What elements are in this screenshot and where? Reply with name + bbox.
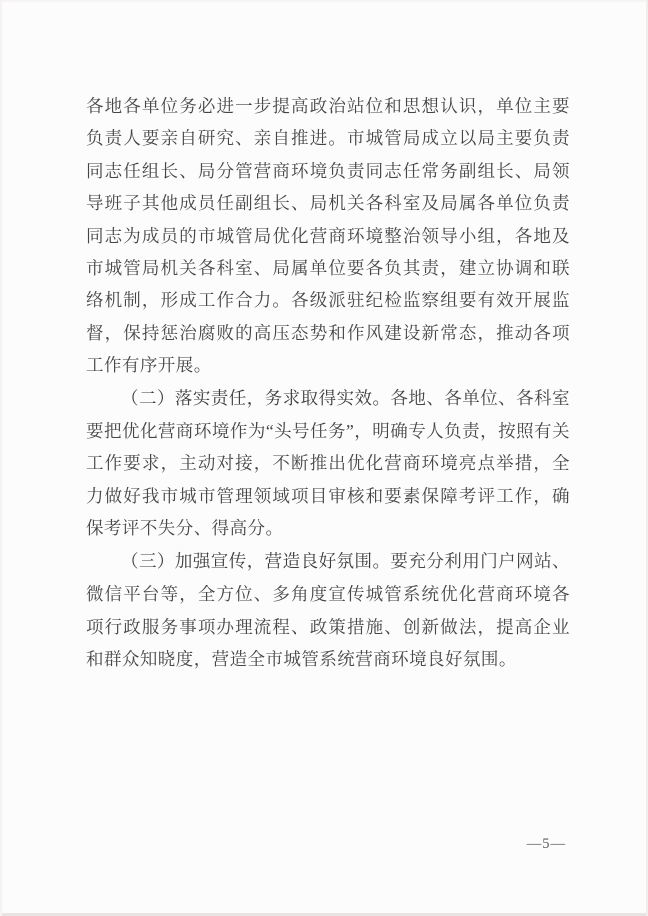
- paragraph: [86, 382, 570, 545]
- paragraph: [86, 90, 570, 382]
- paragraph-text: 各地、各单位、各科室要把优化营商环境作为“头号任务”，明确专人负责，按照有关工作要求，主动对接，不断推出优化营商环境亮点举措，全力做好我市城市管理领域项目审核和要素保障考评工作，确保考评不失分、得高分。: [86, 387, 570, 539]
- document-body: [86, 90, 570, 675]
- page-number: —5—: [526, 836, 566, 852]
- paragraph-text: 要充分利用门户网站、微信平台等，全方位、多角度宣传城管系统优化营商环境各项行政服务事项办理流程、政策措施、创新做法，提高企业和群众知晓度，营造全市城管系统营商环境良好氛围。: [86, 550, 570, 669]
- paragraph-heading: （三）加强宣传，营造良好氛围。: [121, 551, 391, 572]
- paragraph-text: 各地各单位务必进一步提高政治站位和思想认识，单位主要负责人要亲自研究、亲自推进。市城管局成立以局主要负责同志任组长、局分管营商环境负责同志任常务副组长、局领导班子其他成员任副组长、局机关各科室及局属各单位负责同志为成员的市城管局优化营商环境整治领导小组，各地及市城管局机关各科室、局属单位要各负其责，建立协调和联络机制，形成工作合力。各级派驻纪检监察组要有效开展监督，保持惩治腐败的高压态势和作风建设新常态，推动各项工作有序开展。: [86, 96, 570, 376]
- paragraph: [86, 545, 570, 676]
- paragraph-heading: （二）落实责任，务求取得实效。: [121, 388, 391, 409]
